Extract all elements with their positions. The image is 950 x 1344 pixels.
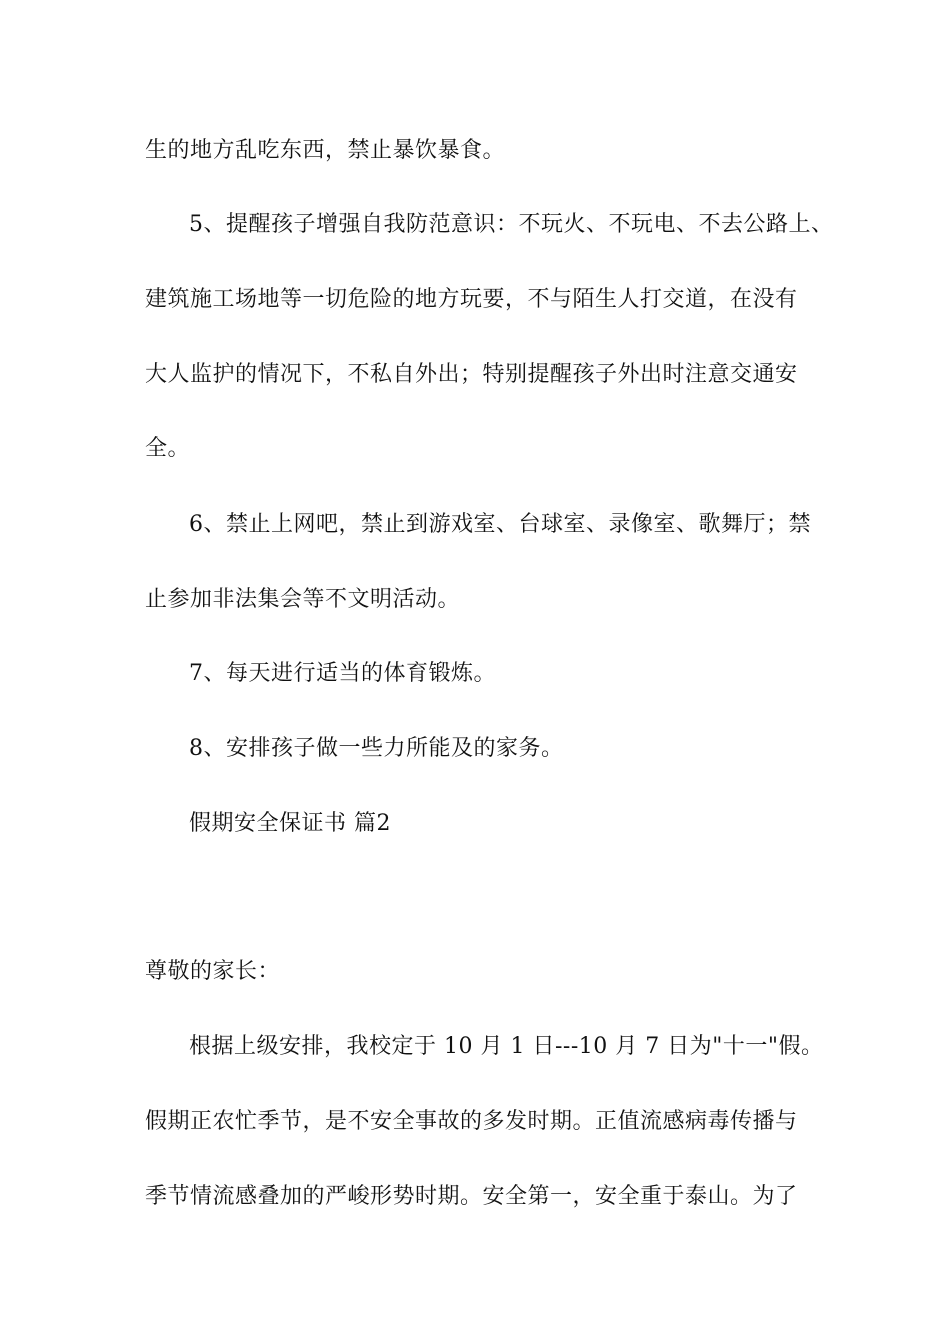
paragraph-line: 根据上级安排，我校定于 10 月 1 日---10 月 7 日为"十一"假。 bbox=[189, 1034, 824, 1059]
list-item-6: 6、禁止上网吧，禁止到游戏室、台球室、录像室、歌舞厅；禁 bbox=[189, 512, 811, 537]
paragraph-line: 假期正农忙季节，是不安全事故的多发时期。正值流感病毒传播与 bbox=[145, 1109, 798, 1134]
paragraph-line: 止参加非法集会等不文明活动。 bbox=[145, 587, 461, 612]
paragraph-line: 季节情流感叠加的严峻形势时期。安全第一，安全重于泰山。为了 bbox=[145, 1184, 798, 1209]
paragraph-line: 生的地方乱吃东西，禁止暴饮暴食。 bbox=[145, 138, 506, 163]
section-heading: 假期安全保证书 篇2 bbox=[189, 811, 391, 836]
paragraph-line: 大人监护的情况下，不私自外出；特别提醒孩子外出时注意交通安 bbox=[145, 362, 798, 387]
list-item-7: 7、每天进行适当的体育锻炼。 bbox=[189, 661, 496, 686]
list-item-5: 5、提醒孩子增强自我防范意识：不玩火、不玩电、不去公路上、 bbox=[189, 212, 834, 237]
list-item-8: 8、安排孩子做一些力所能及的家务。 bbox=[189, 736, 564, 761]
paragraph-line: 建筑施工场地等一切危险的地方玩要，不与陌生人打交道，在没有 bbox=[145, 287, 798, 312]
paragraph-line: 全。 bbox=[145, 436, 191, 461]
salutation: 尊敬的家长： bbox=[145, 959, 281, 984]
